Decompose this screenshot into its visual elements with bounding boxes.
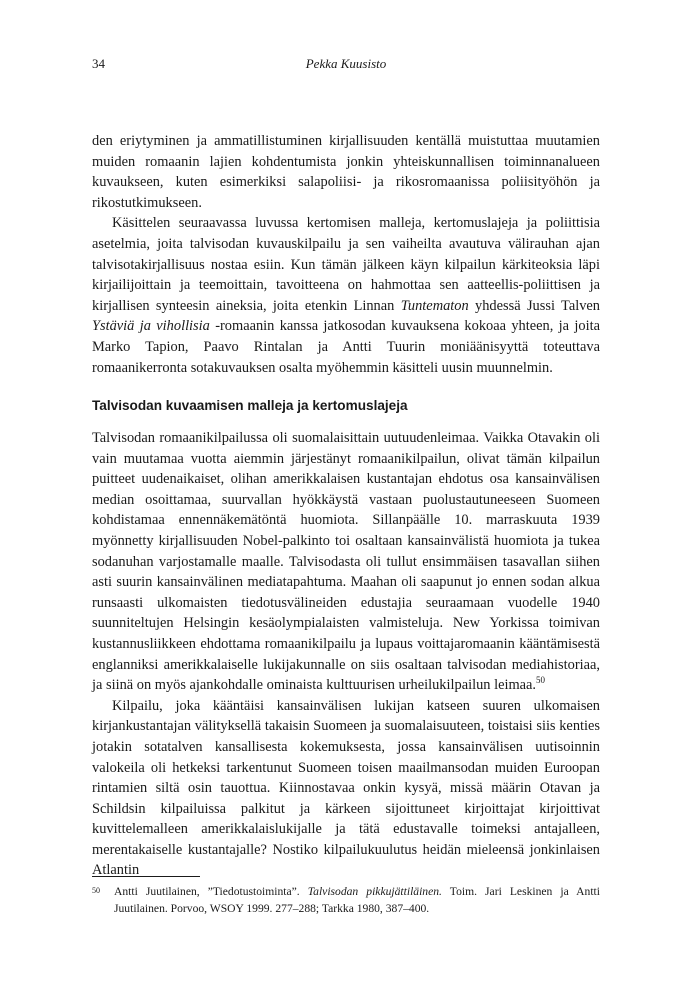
footnote-book-title: Talvisodan pikkujättiläinen. xyxy=(307,885,442,898)
footnote-text xyxy=(114,883,600,917)
footnote-part-b: Toim. Jari Leskinen ja Antti Juutilainen. Porvoo, WSOY 1999. 277–288; Tarkka 1980, 387–400. xyxy=(114,885,600,915)
page-number: 34 xyxy=(92,56,105,71)
section-p1-text: Talvisodan romaanikilpailussa oli suomalaisittain uutuudenleimaa. Vaikka Otavakin oli vain muutamaa vuotta aiemmin järjestänyt romaanikilpailun, olivat tämän kilpailun puitteet uudenaikaiset, olihan amerikkalaisen kustantajan ehdotus osa kansainvälisen median osoittamaa, suurvallan hyökkäystä vastaan puolustautuneeseen Suomeen kohdistamaa ennennäkemätöntä huomiota. Sillanpäälle 10. marraskuuta 1939 myönnetty kirjallisuuden Nobel-palkinto toi osaltaan kansainvälistä huomiota ja tukea sodanuhan varjostamalle maalle. Talvisodasta oli tullut ensimmäisen tasavallan siihen asti suurin kansainvälinen mediatapahtuma. Maahan oli saapunut jo ennen sodan alkua runsaasti ulkomaisten tiedotusvälineiden edustajia seuraamaan vuodelle 1940 suunniteltujen Helsingin kesäolympialaisten valmisteluja. New Yorkissa toimivan kustannusliikkeen ehdottama romaanikilpailu ja lupaus voittajaromaanin kääntämisestä englanniksi amerikkalaiselle lukijakunnalle on siis osaltaan talvisodan mediahistoriaa, ja siinä on myös ajankohdalle ominaista kulttuurisen urheilukilpailun leimaa. xyxy=(92,430,600,694)
footnote-part-a: Antti Juutilainen, ”Tiedotustoiminta”. xyxy=(114,885,308,898)
footnote-reference[interactable]: 50 xyxy=(536,675,546,686)
section-heading: Talvisodan kuvaamisen malleja ja kertomuslajeja xyxy=(92,398,408,413)
section-paragraph-1 xyxy=(92,428,600,696)
intro-text xyxy=(92,131,600,378)
intro-p2-part-a: Käsittelen seuraavassa luvussa kertomisen malleja, kertomuslajeja ja poliittisia asetelmia, joita talvisodan kuvauskilpailu ja sen vaiheilta avautuva välirauhan ajan talvisotakirjallisuus nostaa esiin. Kun tämän jälkeen käyn kilpailun kärkiteoksia läpi kirjailijoittain ja teemoittain, tavoitteena on hahmottaa sen aatteellis-poliittisen ja kirjallisen synteesin aineksia, joita etenkin Linnan xyxy=(92,215,600,314)
section-text xyxy=(92,428,600,881)
intro-paragraph-2 xyxy=(92,213,600,378)
intro-p2-part-b: yhdessä Jussi Talven xyxy=(468,297,600,314)
intro-paragraph-1: den eriytyminen ja ammatillistuminen kirjallisuuden kentällä muistuttaa muutamien muiden romaanin lajien kohdentumista jonkin yhteiskunnallisen toiminnanalueen kuvaukseen, kuten esimerkiksi salapoliisi- ja rikosromaanissa poliisityöhön ja rikostutkimukseen. xyxy=(92,133,600,211)
footnote-number: 50 xyxy=(92,886,100,895)
section-paragraph-2: Kilpailu, joka kääntäisi kansainvälisen lukijan katseen suuren ulkomaisen kirjankustantajan välityksellä takaisin Suomeen ja suomalaisuuteen, toistaisi siis kenties jotakin sotatalven kansallisesta kokemuksesta, jossa kansainvälisen uutisoinnin valokeila oli hetkeksi tarkentunut Suomeen toisen maailmansodan muiden Euroopan rintamien siltä osin tauottua. Kiinnostavaa onkin kysyä, missä määrin Otavan ja Schildsin kilpailuissa palkitut ja kärkeen sijoittuneet kirjoittajat kirjoittivat kuvittelemalleen amerikkalaislukijalle ja tätä edustavalle toimeksi antajalleen, merentakaiselle kustantajalle? Nostiko kilpailukuulutus heidän mieleensä jonkinlaisen Atlantin xyxy=(92,697,600,879)
running-title: Pekka Kuusisto xyxy=(305,56,387,71)
book-title-tuntematon: Tuntematon xyxy=(400,297,469,314)
footnote xyxy=(92,883,600,917)
footnote-divider xyxy=(92,876,200,877)
page-header xyxy=(92,56,600,76)
intro-p2-part-c: -romaanin kanssa jatkosodan kuvauksena kokoaa yhteen, ja joita Marko Tapion, Paavo Rintalan ja Antti Tuurin moniäänisyyttä toteuttava romaanikerronta sotakuvauksen osalta myöhemmin käsitteli uusin muunnelmin. xyxy=(92,318,600,376)
book-title-ystavia: Ystäviä ja vihollisia xyxy=(92,318,210,335)
